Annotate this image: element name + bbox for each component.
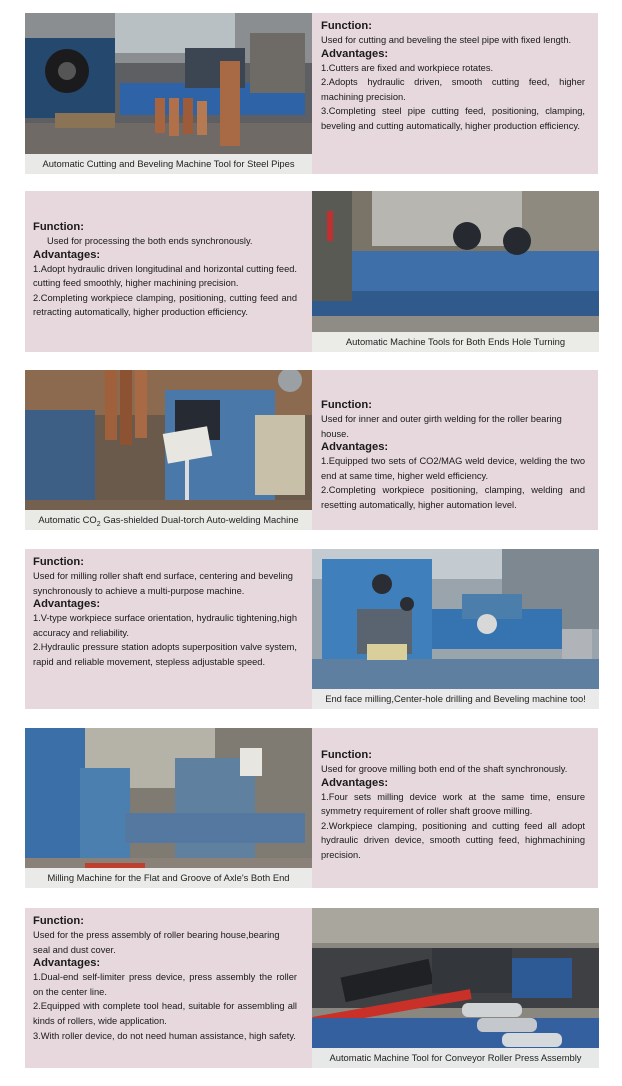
product-card-cutting-beveling bbox=[25, 13, 598, 174]
caption-prefix: Automatic CO bbox=[38, 514, 97, 525]
advantages-heading: Advantages: bbox=[33, 248, 101, 261]
function-heading: Function: bbox=[321, 399, 372, 411]
machine-photo-illustration bbox=[312, 549, 599, 709]
machine-photo-illustration bbox=[312, 191, 599, 352]
advantage-item: 2.Completing workpiece positioning, clamping, welding and resetting automatically, higher automation level. bbox=[321, 485, 585, 510]
machine-photo-illustration bbox=[25, 370, 312, 530]
product-card-end-face-milling bbox=[25, 549, 598, 709]
product-photo bbox=[312, 191, 599, 352]
product-card-both-ends-turning bbox=[25, 191, 598, 352]
advantage-item: 2.Workpiece clamping, positioning and cutting feed all adopt hydraulic driven device, smooth cutting feed, highmachining precision. bbox=[321, 820, 585, 860]
advantage-item: 1.Adopt hydraulic driven longitudinal and horizontal cutting feed. cutting feed smoothly, higher machining precision. bbox=[33, 263, 297, 289]
function-heading: Function: bbox=[33, 556, 84, 568]
function-heading: Function: bbox=[321, 20, 372, 32]
product-card-groove-milling bbox=[25, 728, 598, 888]
advantage-item: 2.Equipped with complete tool head, suitable for assembling all kinds of rollers, wide application. bbox=[33, 1001, 297, 1026]
product-photo bbox=[25, 13, 312, 174]
advantage-item: 3.With roller device, do not need human assistance, high safety. bbox=[33, 1030, 296, 1041]
function-heading: Function: bbox=[321, 749, 372, 761]
function-text: Used for processing the both ends synchronously. bbox=[47, 236, 253, 246]
product-photo bbox=[312, 908, 599, 1068]
product-description bbox=[313, 728, 591, 888]
advantages-heading: Advantages: bbox=[321, 776, 389, 789]
advantage-item: 1.Four sets milling device work at the same time, ensure symmetry requirement of roller shaft groove milling. bbox=[321, 791, 585, 817]
product-card-press-assembly bbox=[25, 908, 598, 1068]
advantages-heading: Advantages: bbox=[33, 957, 101, 970]
product-photo bbox=[312, 549, 599, 709]
function-text: Used for inner and outer girth welding for the roller bearing house. bbox=[321, 414, 562, 439]
product-caption: Milling Machine for the Flat and Groove of Axle's Both End bbox=[25, 868, 312, 888]
product-caption: Automatic Machine Tools for Both Ends Hole Turning bbox=[312, 332, 599, 352]
caption-subscript: 2 bbox=[96, 520, 101, 528]
function-heading: Function: bbox=[33, 221, 84, 233]
product-description bbox=[313, 370, 591, 530]
function-text: Used for the press assembly of roller bearing house,bearing seal and dust cover. bbox=[33, 930, 280, 955]
advantage-item: 1.Equipped two sets of CO2/MAG weld device, welding the two end at same time, higher weld efficiency. bbox=[321, 456, 585, 481]
product-caption: Automatic Cutting and Beveling Machine Tool for Steel Pipes bbox=[25, 154, 312, 174]
advantage-item: 2.Completing workpiece clamping, positioning, cutting feed and retracting automatically, higher production efficiency. bbox=[33, 292, 297, 318]
product-caption: Automatic Machine Tool for Conveyor Roller Press Assembly bbox=[312, 1048, 599, 1068]
machine-photo-illustration bbox=[25, 728, 312, 888]
product-description bbox=[25, 549, 303, 709]
caption-suffix: Gas-shielded Dual-torch Auto-welding Machine bbox=[100, 514, 299, 525]
advantage-item: 1.V-type workpiece surface orientation, hydraulic tightening,high accuracy and reliability. bbox=[33, 613, 297, 638]
function-text: Used for cutting and beveling the steel pipe with fixed length. bbox=[321, 35, 572, 45]
product-photo bbox=[25, 728, 312, 888]
advantages-heading: Advantages: bbox=[33, 598, 101, 611]
machine-photo-illustration bbox=[25, 13, 312, 174]
product-description bbox=[25, 908, 303, 1068]
product-caption: End face milling,Center-hole drilling and Beveling machine too! bbox=[312, 689, 599, 709]
product-caption bbox=[25, 510, 312, 530]
product-card-welding bbox=[25, 370, 598, 530]
advantages-heading: Advantages: bbox=[321, 441, 389, 454]
product-description bbox=[25, 191, 303, 352]
advantage-item: 2.Hydraulic pressure station adopts superposition valve system, rapid and reliable movement, stepless adjustable speed. bbox=[33, 642, 297, 667]
function-text: Used for groove milling both end of the shaft synchronously. bbox=[321, 764, 568, 774]
product-photo bbox=[25, 370, 312, 530]
advantage-item: 1.Dual-end self-limiter press device, press assembly the roller on the center line. bbox=[33, 972, 297, 997]
function-heading: Function: bbox=[33, 915, 84, 927]
advantage-item: 1.Cutters are fixed and workpiece rotates. bbox=[321, 62, 494, 73]
product-description bbox=[313, 13, 591, 174]
advantages-heading: Advantages: bbox=[321, 47, 389, 60]
advantage-item: 3.Completing steel pipe cutting feed, positioning, clamping, beveling and cutting automatically, higher production efficiency. bbox=[321, 106, 585, 131]
function-text: Used for milling roller shaft end surface, centering and beveling synchronously to achieve a multi-purpose machine. bbox=[33, 571, 293, 596]
advantage-item: 2.Adopts hydraulic driven, smooth cutting feed, higher machining precision. bbox=[321, 77, 585, 102]
machine-photo-illustration bbox=[312, 908, 599, 1068]
